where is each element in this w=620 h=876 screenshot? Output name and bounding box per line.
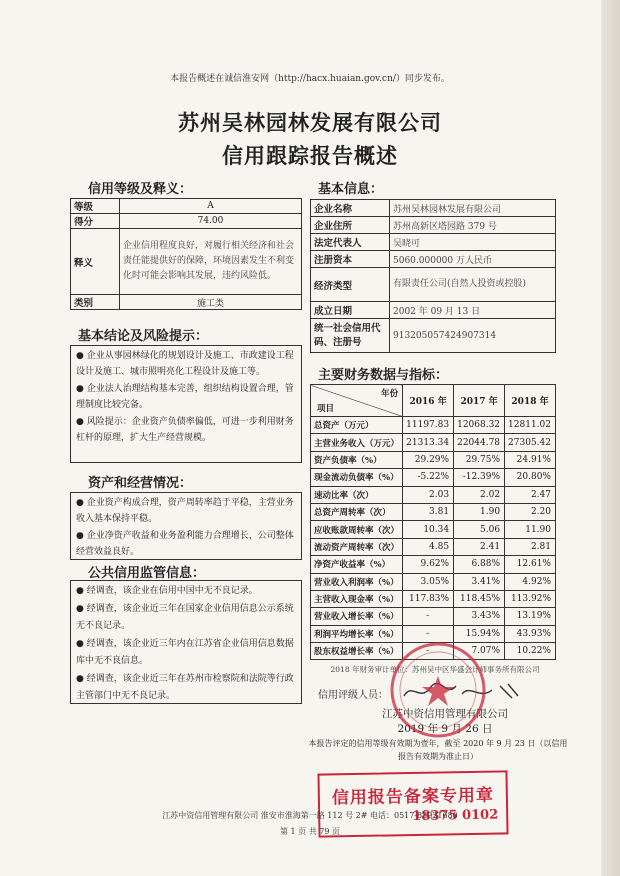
capital-value: 5060.000000 万人民币	[390, 251, 556, 268]
finance-cell: 1.90	[454, 503, 505, 520]
finance-cell: 12811.02	[505, 417, 556, 434]
credit-code-label: 统一社会信用代码、注册号	[311, 319, 390, 353]
finance-heading: 主要财务数据与指标：	[318, 368, 449, 383]
rating-label: 等级	[71, 199, 120, 214]
finance-cell: 12.61%	[505, 556, 556, 573]
finance-row-label: 资产负债率（%）	[311, 451, 403, 468]
finance-cell: 2.03	[403, 486, 454, 503]
operation-item: ● 企业资产构成合理，资产周转率趋于平稳，主营业务收入基本保持平稳。	[76, 498, 294, 524]
year-header: 2018 年	[505, 385, 556, 417]
basic-info-table	[310, 199, 556, 353]
supervision-item: ● 经调查，该企业近三年内在江苏省企业信用信息数据库中无不良信息。	[76, 639, 294, 666]
filing-stamp-code: 18375 0102	[412, 807, 499, 825]
finance-row	[311, 538, 556, 555]
finance-cell: 2.47	[505, 486, 556, 503]
company-title: 苏州吴林园林发展有限公司	[178, 110, 442, 135]
credit-code-value: 913205057424907314	[390, 319, 556, 353]
finance-row	[311, 451, 556, 468]
supervision-item: ● 经调查，该企业在信用中国中无不良记录。	[76, 586, 258, 596]
finance-row	[311, 469, 556, 486]
finance-row	[311, 434, 556, 451]
finance-cell: -	[403, 625, 454, 642]
finance-cell: 22044.78	[454, 434, 505, 451]
analyst-label: 信用评级人员：	[318, 690, 388, 701]
finance-cell: 3.41%	[454, 573, 505, 590]
finance-row	[311, 417, 556, 434]
finance-row-label: 主营业务收入（万元）	[311, 434, 403, 451]
conclusion-item: ● 风险提示：企业资产负债率偏低，可进一步利用财务杠杆的原理，扩大生产经营规模。	[76, 417, 294, 443]
finance-row	[311, 556, 556, 573]
rating-table	[70, 198, 302, 310]
supervision-heading: 公共信用监管信息：	[88, 566, 206, 581]
company-seal	[388, 640, 488, 740]
finance-body	[311, 417, 556, 660]
finance-cell: 5.06	[454, 521, 505, 538]
audit-note: 2018 年财务审计单位：苏州吴中区华盛会计师事务所有限公司	[330, 665, 540, 674]
finance-cell: -	[403, 608, 454, 625]
finance-row-label: 流动资产周转率（次）	[311, 538, 403, 555]
finance-cell: 29.75%	[454, 451, 505, 468]
finance-corner-cell	[311, 385, 403, 417]
finance-row	[311, 590, 556, 607]
sign-date: 2019 年 9 月 26 日	[397, 723, 493, 735]
conclusion-heading: 基本结论及风险提示：	[78, 329, 209, 344]
finance-row-label: 净资产收益率（%）	[311, 556, 403, 573]
finance-row-label: 总资产周转率（次）	[311, 503, 403, 520]
supervision-item: ● 经调查，该企业近三年在苏州市检察院和法院等行政主管部门中无不良记录。	[76, 674, 294, 701]
binding-edge	[601, 0, 620, 876]
corner-year: 年份	[381, 389, 399, 399]
top-note: 本报告概述在诚信淮安网（http://hacx.huaian.gov.cn/）同步发布。	[170, 74, 450, 84]
finance-cell: 113.92%	[505, 590, 556, 607]
finance-cell: 9.62%	[403, 556, 454, 573]
supervision-box	[70, 580, 302, 704]
address-value: 苏州高新区塔园路 379 号	[390, 217, 556, 234]
legal-rep-label: 法定代表人	[311, 234, 390, 251]
finance-row-label: 股东权益增长率（%）	[311, 643, 403, 660]
finance-row	[311, 521, 556, 538]
finance-row	[311, 573, 556, 590]
finance-cell: 4.92%	[505, 573, 556, 590]
finance-cell: 117.83%	[403, 590, 454, 607]
definition-label: 释义	[71, 229, 120, 295]
name-value: 苏州吴林园林发展有限公司	[390, 200, 556, 217]
finance-row-label: 利润平均增长率（%）	[311, 625, 403, 642]
finance-row	[311, 486, 556, 503]
finance-cell: -	[403, 643, 454, 660]
finance-cell: 2.41	[454, 538, 505, 555]
finance-cell: 2.81	[505, 538, 556, 555]
finance-cell: 2.20	[505, 503, 556, 520]
finance-cell: 118.45%	[454, 590, 505, 607]
finance-row-label: 速动比率（次）	[311, 486, 403, 503]
operation-item: ● 企业净资产收益和业务盈利能力合理增长，公司整体经营效益良好。	[76, 531, 294, 557]
finance-cell: 7.07%	[454, 643, 505, 660]
founded-value: 2002 年 09 月 13 日	[390, 302, 556, 319]
category-value: 施工类	[120, 295, 302, 310]
name-label: 企业名称	[311, 200, 390, 217]
corner-item: 项目	[317, 404, 335, 414]
finance-cell: 4.85	[403, 538, 454, 555]
finance-cell: 29.29%	[403, 451, 454, 468]
agency-name: 江苏中资信用管理有限公司	[382, 708, 508, 720]
footer-contact: 江苏中资信用管理有限公司 淮安市淮海第一路 112 号 2# 电话：0517-83921680	[162, 811, 458, 820]
conclusion-box	[70, 345, 302, 463]
finance-row-label: 应收账款周转率（次）	[311, 521, 403, 538]
finance-cell: 13.19%	[505, 608, 556, 625]
finance-row	[311, 608, 556, 625]
definition-value: 企业信用程度良好，对履行相关经济和社会责任能提供好的保障，环境因素发生不利变化时可能会影响其发展，违约风险低。	[120, 229, 302, 295]
operation-box	[70, 492, 302, 560]
conclusion-item: ● 企业法人治理结构基本完善，组织结构设置合理，管理制度比较完备。	[76, 384, 294, 410]
econ-type-label: 经济类型	[311, 268, 390, 302]
finance-table	[310, 384, 556, 660]
basic-heading: 基本信息：	[318, 182, 384, 197]
finance-cell: 43.93%	[505, 625, 556, 642]
conclusion-item: ● 企业从事园林绿化的规划设计及施工、市政建设工程设计及施工、城市照明亮化工程设计及施工等。	[76, 351, 294, 377]
category-label: 类别	[71, 295, 120, 310]
score-value: 74.00	[120, 214, 302, 229]
year-header: 2016 年	[403, 385, 454, 417]
finance-cell: -12.39%	[454, 469, 505, 486]
finance-cell: 10.34	[403, 521, 454, 538]
report-title: 信用跟踪报告概述	[222, 143, 398, 168]
finance-row-label: 总资产（万元）	[311, 417, 403, 434]
finance-cell: 20.80%	[505, 469, 556, 486]
finance-row-label: 现金流动负债率（%）	[311, 469, 403, 486]
finance-row	[311, 503, 556, 520]
finance-cell: 11197.83	[403, 417, 454, 434]
founded-label: 成立日期	[311, 302, 390, 319]
legal-rep-value: 吴晓可	[390, 234, 556, 251]
supervision-item: ● 经调查，该企业近三年在国家企业信用信息公示系统无不良记录。	[76, 604, 294, 631]
finance-cell: 6.88%	[454, 556, 505, 573]
capital-label: 注册资本	[311, 251, 390, 268]
finance-cell: 3.05%	[403, 573, 454, 590]
finance-row-label: 营业收入增长率（%）	[311, 608, 403, 625]
finance-cell: -5.22%	[403, 469, 454, 486]
footer-page: 第 1 页 共 79 页	[280, 827, 340, 836]
finance-cell: 3.43%	[454, 608, 505, 625]
finance-cell: 21313.34	[403, 434, 454, 451]
finance-cell: 11.90	[505, 521, 556, 538]
finance-cell: 12068.32	[454, 417, 505, 434]
finance-cell: 3.81	[403, 503, 454, 520]
finance-cell: 24.91%	[505, 451, 556, 468]
operation-heading: 资产和经营情况：	[88, 476, 193, 491]
finance-row-label: 营业收入利润率（%）	[311, 573, 403, 590]
econ-type-value: 有限责任公司(自然人投资或控股)	[390, 268, 556, 302]
finance-cell: 15.94%	[454, 625, 505, 642]
score-label: 得分	[71, 214, 120, 229]
year-header: 2017 年	[454, 385, 505, 417]
filing-stamp-text: 信用报告备案专用章	[331, 785, 495, 809]
rating-heading: 信用等级及释义：	[88, 182, 193, 197]
finance-cell: 27305.42	[505, 434, 556, 451]
finance-row-label: 主营收入现金率（%）	[311, 590, 403, 607]
rating-value: A	[120, 199, 302, 214]
finance-cell: 2.02	[454, 486, 505, 503]
validity-note: 本报告评定的信用等级有效期为壹年，截至 2020 年 9 月 23 日（以信用报告有效期为准止日）	[308, 739, 568, 761]
address-label: 企业住所	[311, 217, 390, 234]
finance-cell: 10.22%	[505, 643, 556, 660]
